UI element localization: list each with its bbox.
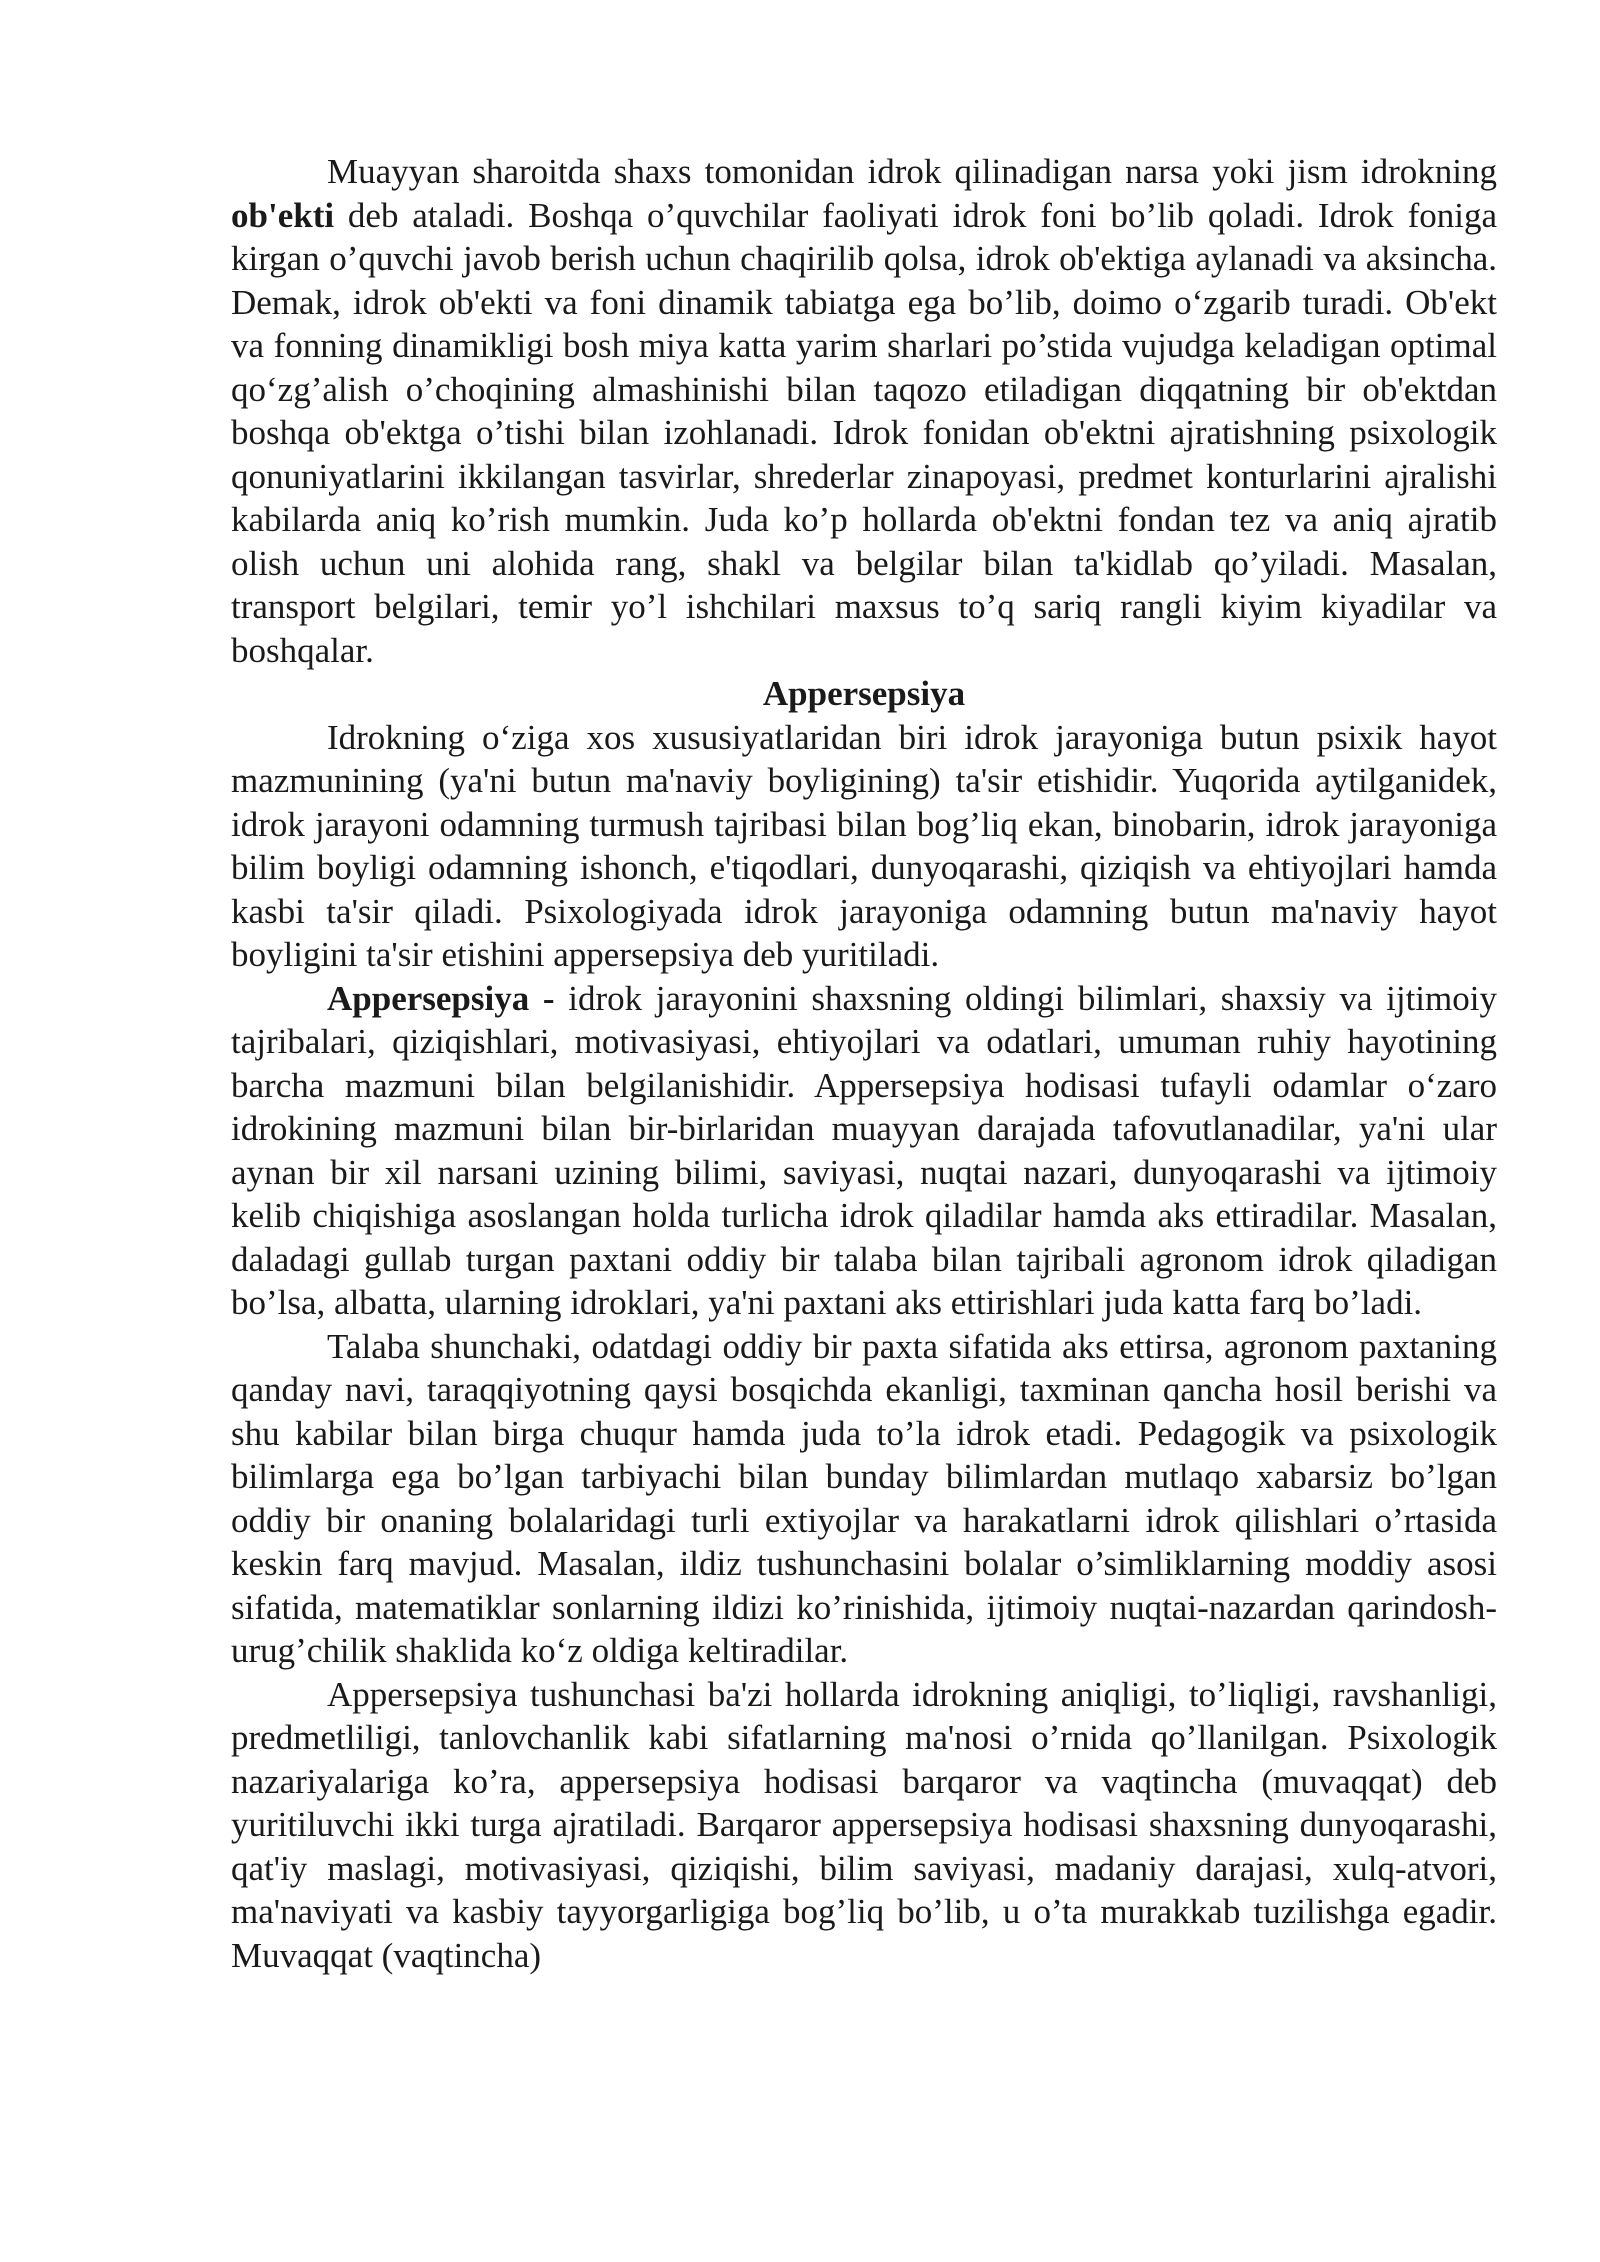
- paragraph-object-and-background: [231, 150, 1497, 672]
- paragraph-student-agronomist: Talaba shunchaki, odatdagi oddiy bir paxta sifatida aks ettirsa, agronom paxtaning qanday navi, taraqqiyotning qaysi bosqichda ekanligi, taxminan qancha hosil berishi va shu kabilar bilan birga chuqur hamda juda to’la idrok etadi. Pedagogik va psixologik bilimlarga ega bo’lgan tarbiyachi bilan bunday bilimlardan mutlaqo xabarsiz bo’lgan oddiy bir onaning bolalaridagi turli extiyojlar va harakatlarni idrok qilishlari o’rtasida keskin farq mavjud. Masalan, ildiz tushunchasini bolalar o’simliklarning moddiy asosi sifatida, matematiklar sonlarning ildizi ko’rinishida, ijtimoiy nuqtai-nazardan qarindosh-urug’chilik shaklida ko‘z oldiga keltiradilar.: [231, 1326, 1497, 1670]
- paragraph-apperception-intro: Idrokning o‘ziga xos xususiyatlaridan biri idrok jarayoniga butun psixik hayot mazmunining (ya'ni butun ma'naviy boyligining) ta'sir etishidir. Yuqorida aytilganidek, idrok jarayoni odamning turmush tajribasi bilan bog’liq ekan, binobarin, idrok jarayoniga bilim boyligi odamning ishonch, e'tiqodlari, dunyoqarashi, qiziqish va ehtiyojlari hamda kasbi ta'sir qiladi. Psixologiyada idrok jarayoniga odamning butun ma'naviy hayot boyligini ta'sir etishini appersepsiya deb yuritiladi.: [231, 717, 1497, 974]
- section-heading: Appersepsiya: [762, 674, 966, 713]
- bold-term-apperception: Appersepsiya -: [327, 978, 555, 1018]
- paragraph-text: idrok jarayonini shaxsning oldingi bilimlari, shaxsiy va ijtimoiy tajribalari, qiziqishlari, motivasiyasi, ehtiyojlari va odatlari, umuman ruhiy hayotining barcha mazmuni bilan belgilanishidir. Appersepsiya hodisasi tufayli odamlar o‘zaro idrokining mazmuni bilan bir-birlaridan muayyan darajada tafovutlanadilar, ya'ni ular aynan bir xil narsani uzining bilimi, saviyasi, nuqtai nazari, dunyoqarashi va ijtimoiy kelib chiqishiga asoslangan holda turlicha idrok qiladilar hamda aks ettiradilar. Masalan, daladagi gullab turgan paxtani oddiy bir talaba bilan tajribali agronom idrok qiladigan bo’lsa, albatta, ularning idroklari, ya'ni paxtani aks ettirishlari juda katta farq bo’ladi.: [231, 978, 1497, 1322]
- paragraph-apperception-definition: [231, 977, 1497, 1325]
- paragraph-text: deb ataladi. Boshqa o’quvchilar faoliyati idrok foni bo’lib qoladi. Idrok foniga kirgan o’quvchi javob berish uchun chaqirilib qolsa, idrok ob'ektiga aylanadi va aksincha. Demak, idrok ob'ekti va foni dinamik tabiatga ega bo’lib, doimo o‘zgarib turadi. Ob'ekt va fonning dinamikligi bosh miya katta yarim sharlari po’stida vujudga keladigan optimal qo‘zg’alish o’choqining almashinishi bilan taqozo etiladigan diqqatning bir ob'ektdan boshqa ob'ektga o’tishi bilan izohlanadi. Idrok fonidan ob'ektni ajratishning psixologik qonuniyatlarini ikkilangan tasvirlar, shrederlar zinapoyasi, predmet konturlarini ajralishi kabilarda aniq ko’rish mumkin. Juda ko’p hollarda ob'ektni fondan tez va aniq ajratib olish uchun uni alohida rang, shakl va belgilar bilan ta'kidlab qo’yiladi. Masalan, transport belgilari, temir yo’l ishchilari maxsus to’q sariq rangli kiyim kiyadilar va boshqalar.: [231, 195, 1497, 670]
- document-page: [231, 150, 1497, 1977]
- bold-term-object: ob'ekti: [231, 195, 335, 235]
- paragraph-apperception-types: Appersepsiya tushunchasi ba'zi hollarda idrokning aniqligi, to’liqligi, ravshanligi, predmetliligi, tanlovchanlik kabi sifatlarning ma'nosi o’rnida qo’llanilgan. Psixologik nazariyalariga ko’ra, appersepsiya hodisasi barqaror va vaqtincha (muvaqqat) deb yuritiluvchi ikki turga ajratiladi. Barqaror appersepsiya hodisasi shaxsning dunyoqarashi, qat'iy maslagi, motivasiyasi, qiziqishi, bilim saviyasi, madaniy darajasi, xulq-atvori, ma'naviyati va kasbiy tayyorgarligiga bog’liq bo’lib, u o’ta murakkab tuzilishga egadir. Muvaqqat (vaqtincha): [231, 1674, 1497, 1975]
- paragraph-text: Muayyan sharoitda shaxs tomonidan idrok qilinadigan narsa yoki jism idrokning: [327, 152, 1497, 191]
